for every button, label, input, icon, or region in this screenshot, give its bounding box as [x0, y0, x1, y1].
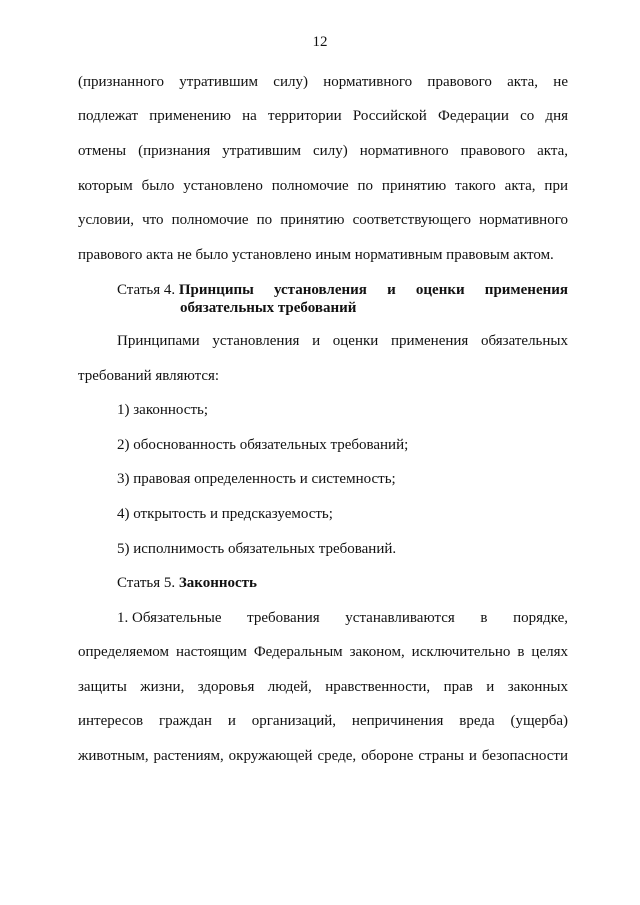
article-4-title-word: установления — [273, 282, 367, 298]
article-4-heading — [117, 281, 568, 317]
article-5-word: порядке, — [513, 610, 568, 626]
paragraph-line: правового акта не было установлено иным нормативным правовым актом. — [78, 247, 554, 263]
article-5-word: 1. Обязательные — [117, 610, 222, 626]
article-4-title-word: применения — [484, 282, 568, 298]
principle-item: 3) правовая определенность и системность; — [117, 471, 396, 487]
article-5-heading — [117, 574, 568, 592]
paragraph-line: (признанного утратившим силу) нормативного правового акта, не — [78, 74, 568, 90]
principle-item: 4) открытость и предсказуемость; — [117, 506, 333, 522]
paragraph-line: подлежат применению на территории Российской Федерации со дня — [78, 108, 568, 124]
article-5-para-line: животным, растениям, окружающей среде, обороне страны и безопасности — [78, 748, 568, 764]
article-5-para-line: определяемом настоящим Федеральным законом, исключительно в целях — [78, 644, 568, 660]
paragraph-line: условии, что полномочие по принятию соответствующего нормативного — [78, 212, 568, 228]
article-4-title-line2: обязательных требований — [180, 300, 357, 316]
principle-item: 5) исполнимость обязательных требований. — [117, 541, 397, 557]
article-4-title-word: оценки — [415, 282, 465, 298]
article-5-para-line: защиты жизни, здоровья людей, нравственности, прав и законных — [78, 679, 568, 695]
article-4-label: Статья 4. — [117, 282, 176, 298]
principle-item: 2) обоснованность обязательных требований; — [117, 437, 409, 453]
article-4-title-first — [117, 281, 254, 299]
paragraph-line: отмены (признания утратившим силу) нормативного правового акта, — [78, 143, 568, 159]
principle-item: 1) законность; — [117, 402, 209, 418]
article-5-word: устанавливаются — [345, 610, 455, 626]
article-5-word: в — [480, 610, 488, 626]
page-number: 12 — [312, 34, 328, 50]
article-5-para-line: интересов граждан и организаций, непричинения вреда (ущерба) — [78, 713, 568, 729]
article-5-para-first-line — [117, 609, 568, 627]
article-4-intro-cont: требований являются: — [78, 368, 220, 384]
article-5-label: Статья 5. — [117, 575, 176, 591]
article-4-heading-row — [117, 281, 568, 299]
article-5-word: требования — [247, 610, 320, 626]
article-5-title: Законность — [178, 575, 257, 591]
article-4-title-word: Принципы — [178, 282, 254, 298]
paragraph-line: которым было установлено полномочие по принятию такого акта, при — [78, 178, 568, 194]
article-4-intro: Принципами установления и оценки применения обязательных — [117, 333, 568, 349]
article-4-title-word: и — [387, 282, 396, 298]
